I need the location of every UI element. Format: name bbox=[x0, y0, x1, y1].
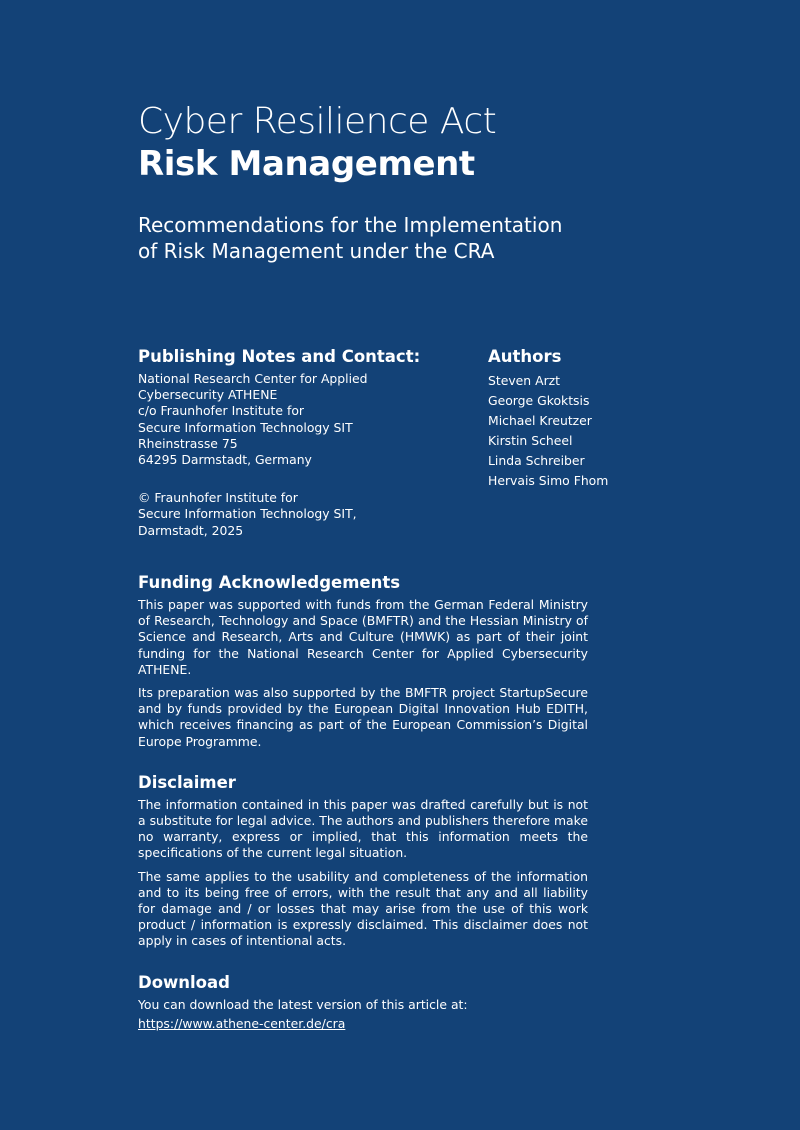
funding-paragraph: Its preparation was also supported by the BMFTR project StartupSecure and by funds provided by the European Digital Innovation Hub EDITH, which receives financing as part of the European Commission’s Digital Europe Programme. bbox=[138, 685, 588, 749]
address-line: Rheinstrasse 75 bbox=[138, 435, 238, 451]
author-name: Kirstin Scheel bbox=[488, 433, 573, 448]
authors-heading: Authors bbox=[488, 347, 562, 366]
download-heading: Download bbox=[138, 972, 230, 992]
funding-heading: Funding Acknowledgements bbox=[138, 573, 401, 592]
download-text: You can download the latest version of this article at: bbox=[138, 996, 468, 1012]
disclaimer-section bbox=[138, 772, 588, 950]
title-line-2: Risk Management bbox=[138, 144, 475, 184]
publishing-heading: Publishing Notes and Contact: bbox=[138, 347, 421, 366]
author-name: Hervais Simo Fhom bbox=[488, 473, 609, 488]
subtitle bbox=[138, 212, 698, 264]
copyright-line: Darmstadt, 2025 bbox=[138, 522, 244, 538]
copyright-line: Secure Information Technology SIT, bbox=[138, 506, 357, 522]
title-line-1: Cyber Resilience Act bbox=[138, 101, 497, 142]
address-line: 64295 Darmstadt, Germany bbox=[138, 452, 312, 468]
disclaimer-paragraph: The information contained in this paper was drafted carefully but is not a substitute for legal advice. The authors and publishers therefore make no warranty, express or implied, that this information meets the specifications of the current legal situation. bbox=[138, 796, 588, 861]
copyright-line: © Fraunhofer Institute for bbox=[138, 490, 298, 506]
download-section bbox=[138, 972, 588, 1032]
author-name: George Gkoktsis bbox=[488, 393, 590, 408]
copyright-notice bbox=[138, 490, 468, 539]
publisher-address bbox=[138, 371, 468, 468]
address-line: Secure Information Technology SIT bbox=[138, 419, 353, 435]
author-name: Steven Arzt bbox=[488, 373, 561, 388]
address-line: National Research Center for Applied bbox=[138, 371, 368, 386]
authors-section bbox=[488, 346, 688, 491]
author-name: Michael Kreutzer bbox=[488, 413, 592, 428]
funding-paragraph: This paper was supported with funds from the German Federal Ministry of Research, Technology and Space (BMFTR) and the Hessian Ministry of Science and Research, Arts and Culture (HMWK) as part of their joint funding for the National Research Center for Applied Cybersecurity ATHENE. bbox=[138, 597, 588, 677]
disclaimer-heading: Disclaimer bbox=[138, 772, 236, 792]
publishing-notes bbox=[138, 346, 468, 539]
subtitle-line-1: Recommendations for the Implementation bbox=[138, 213, 563, 237]
authors-list bbox=[488, 371, 688, 491]
author-name: Linda Schreiber bbox=[488, 453, 585, 468]
disclaimer-paragraph: The same applies to the usability and completeness of the information and to its being free of errors, with the result that any and all liability for damage and / or losses that may arise from the use of this work product / information is expressly disclaimed. This disclaimer does not apply in cases of intentional acts. bbox=[138, 868, 588, 949]
subtitle-line-2: of Risk Management under the CRA bbox=[138, 239, 495, 263]
download-link[interactable]: https://www.athene-center.de/cra bbox=[138, 1015, 346, 1031]
funding-section bbox=[138, 572, 588, 750]
address-line: Cybersecurity ATHENE bbox=[138, 387, 278, 403]
main-content bbox=[138, 572, 588, 1054]
address-line: c/o Fraunhofer Institute for bbox=[138, 403, 305, 419]
